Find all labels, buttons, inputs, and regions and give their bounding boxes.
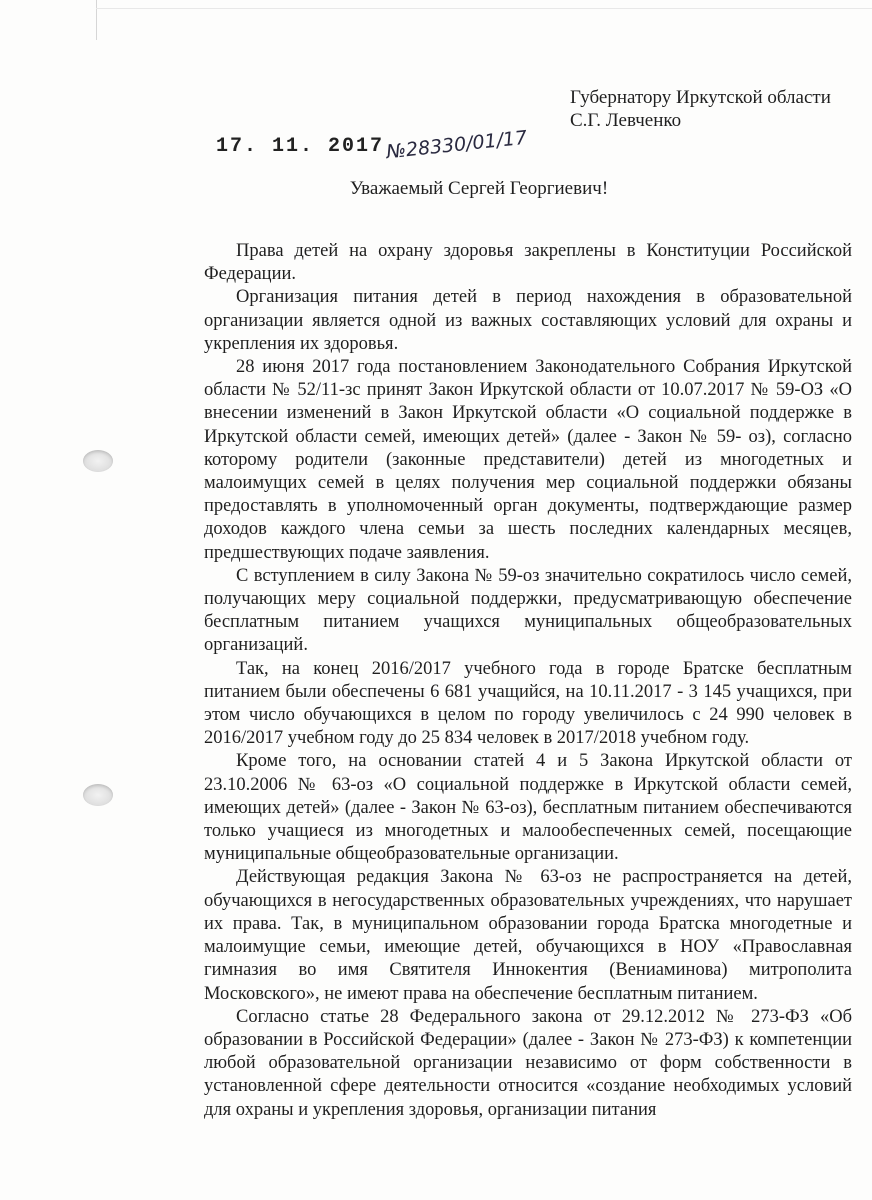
paragraph: Так, на конец 2016/2017 учебного года в городе Братске бесплатным питанием были обеспечены 6 681 учащийся, на 10.11.2017 - 3 145 учащихся, при этом число обучающихся в целом по городу увеличилось с 24 990 человек в 2016/2017 учебном году до 25 834 человек в 2017/2018 учебном году. bbox=[204, 658, 852, 749]
paragraph: 28 июня 2017 года постановлением Законодательного Собрания Иркутской области № 52/11-зс принят Закон Иркутской области от 10.07.2017 № 59-ОЗ «О внесении изменений в Закон Иркутской области «О социальной поддержке в Иркутской области семей, имеющих детей» (далее - Закон № 59- оз), согласно которому родители (законные представители) детей из многодетных и малоимущих семей в целях получения мер социальной поддержки обязаны предоставлять в уполномоченный орган документы, подтверждающие размер доходов каждого члена семьи за шесть последних календарных месяцев, предшествующих подаче заявления. bbox=[204, 357, 852, 563]
paragraph: Права детей на охрану здоровья закреплены в Конституции Российской Федерации. bbox=[204, 241, 852, 285]
registration-number: №28330/01/17 bbox=[385, 126, 529, 164]
punch-hole bbox=[83, 450, 113, 472]
paragraph: Кроме того, на основании статей 4 и 5 Закона Иркутской области от 23.10.2006 № 63-оз «О социальной поддержке в Иркутской области семей, имеющих детей» (далее - Закон № 63-оз), бесплатным питанием обеспечиваются только учащиеся из многодетных и малообеспеченных семей, посещающие муниципальные общеобразовательные организации. bbox=[204, 751, 852, 865]
registration-date: 17. 11. 2017 bbox=[216, 135, 385, 158]
registration-stamp bbox=[216, 126, 529, 164]
paragraph: С вступлением в силу Закона № 59-оз значительно сократилось число семей, получающих меру социальной поддержки, предусматривающую обеспечение бесплатным питанием учащихся муниципальных общеобразовательных организаций. bbox=[204, 565, 852, 656]
letter-body bbox=[204, 240, 852, 1122]
addressee-name: С.Г. Левченко bbox=[570, 110, 682, 131]
addressee-block bbox=[570, 86, 831, 132]
paragraph: Согласно статье 28 Федерального закона от 29.12.2012 № 273-ФЗ «Об образовании в Российской Федерации» (далее - Закон № 273-ФЗ) к компетенции любой образовательной организации независимо от форм собственности в установленной сфере деятельности относится «создание необходимых условий для охраны и укрепления здоровья, организации питания bbox=[204, 1006, 852, 1120]
addressee-title: Губернатору Иркутской области bbox=[570, 87, 831, 108]
scan-edge-top-line bbox=[96, 8, 872, 9]
salutation: Уважаемый Сергей Георгиевич! bbox=[349, 178, 609, 199]
paragraph: Организация питания детей в период нахождения в образовательной организации является одной из важных составляющих условий для охраны и укрепления их здоровья. bbox=[204, 287, 852, 354]
scan-edge-line bbox=[96, 0, 97, 40]
paragraph: Действующая редакция Закона № 63-оз не распространяется на детей, обучающихся в негосударственных образовательных учреждениях, что нарушает их права. Так, в муниципальном образовании города Братска многодетные и малоимущие семьи, имеющие детей, обучающихся в НОУ «Православная гимназия во имя Святителя Иннокентия (Вениаминова) митрополита Московского», не имеют права на обеспечение бесплатным питанием. bbox=[204, 867, 852, 1004]
punch-hole bbox=[83, 784, 113, 806]
